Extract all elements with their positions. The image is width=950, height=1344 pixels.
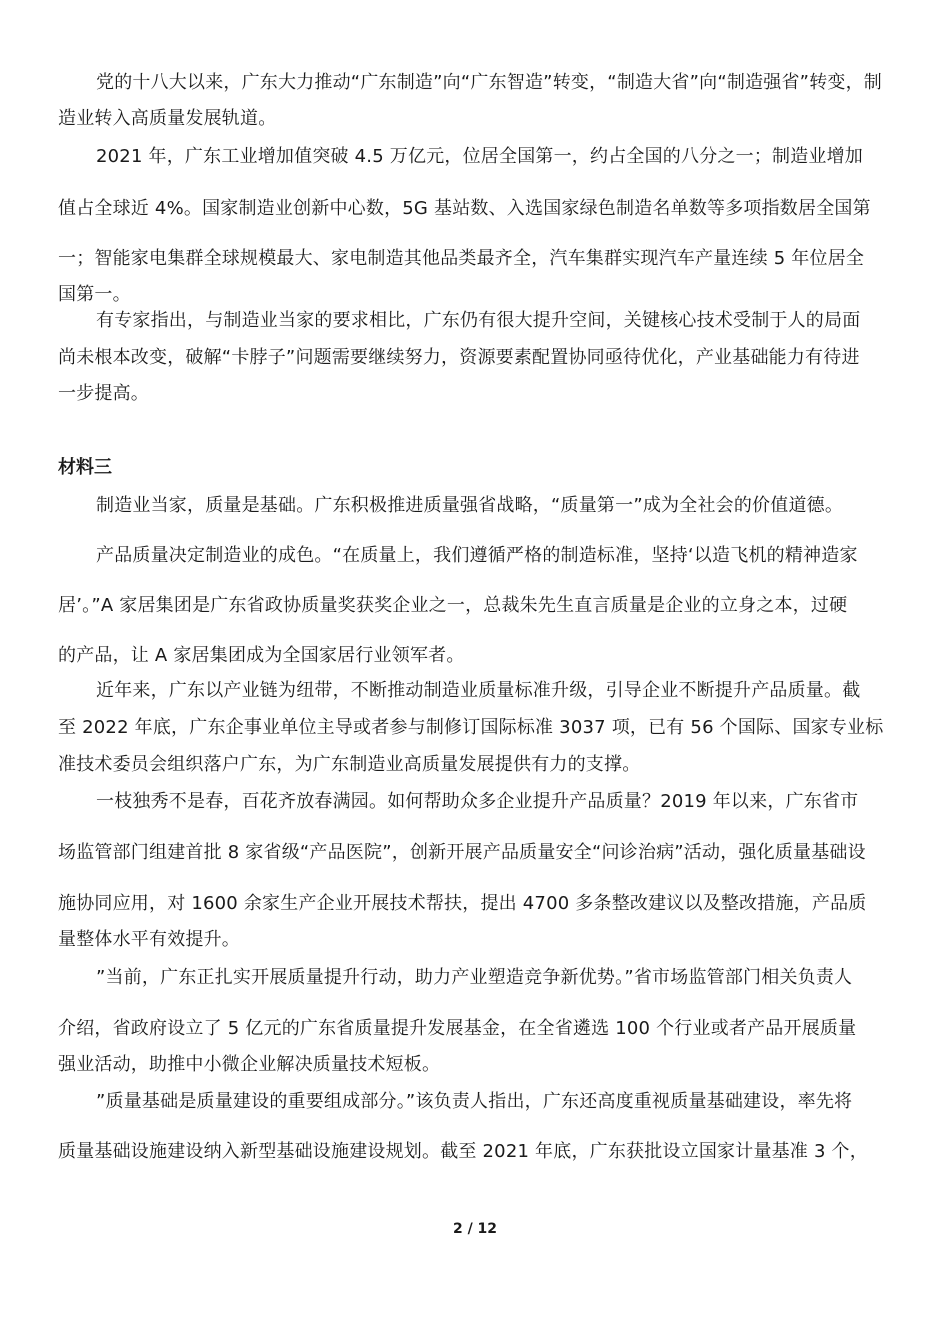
paragraph-line: 党的十八大以来，广东大力推动“广东制造”向“广东智造”转变，“制造大省”向“制造强省”转变，制 (96, 72, 882, 93)
paragraph-line: 一；智能家电集群全球规模最大、家电制造其他品类最齐全，汽车集群实现汽车产量连续 5 年位居全 (58, 248, 865, 269)
paragraph-line: ”质量基础是质量建设的重要组成部分。”该负责人指出，广东还高度重视质量基础建设，率先将 (96, 1091, 853, 1112)
paragraph-line: 居’。”A 家居集团是广东省政协质量奖获奖企业之一，总裁朱先生直言质量是企业的立身之本，过硬 (58, 595, 848, 616)
paragraph-line: 质量基础设施建设纳入新型基础设施建设规划。截至 2021 年底，广东获批设立国家计量基准 3 个， (58, 1141, 868, 1162)
paragraph-line: 造业转入高质量发展轨道。 (58, 108, 277, 129)
paragraph-line: 至 2022 年底，广东企事业单位主导或者参与制修订国际标准 3037 项，已有 56 个国际、国家专业标 (58, 717, 884, 738)
paragraph-line: 有专家指出，与制造业当家的要求相比，广东仍有很大提升空间，关键核心技术受制于人的局面 (96, 310, 861, 331)
paragraph-line: 一步提高。 (58, 383, 149, 404)
paragraph-line: ”当前，广东正扎实开展质量提升行动，助力产业塑造竞争新优势。”省市场监管部门相关负责人 (96, 967, 853, 988)
paragraph-line: 介绍，省政府设立了 5 亿元的广东省质量提升发展基金，在全省遴选 100 个行业或者产品开展质量 (58, 1018, 857, 1039)
paragraph-line: 2021 年，广东工业增加值突破 4.5 万亿元，位居全国第一，约占全国的八分之一；制造业增加 (96, 146, 863, 167)
paragraph-line: 场监管部门组建首批 8 家省级“产品医院”，创新开展产品质量安全“问诊治病”活动，强化质量基础设 (58, 842, 866, 863)
paragraph-line: 近年来，广东以产业链为纽带，不断推动制造业质量标准升级，引导企业不断提升产品质量。截 (96, 680, 861, 701)
paragraph-line: 尚未根本改变，破解“卡脖子”问题需要继续努力，资源要素配置协同亟待优化，产业基础能力有待进 (58, 347, 860, 368)
paragraph-line: 施协同应用，对 1600 余家生产企业开展技术帮扶，提出 4700 多条整改建议以及整改措施，产品质 (58, 893, 867, 914)
paragraph-line: 值占全球近 4%。国家制造业创新中心数，5G 基站数、入选国家绿色制造名单数等多项指数居全国第 (58, 198, 871, 219)
paragraph-line: 量整体水平有效提升。 (58, 929, 240, 950)
paragraph-line: 制造业当家，质量是基础。广东积极推进质量强省战略，“质量第一”成为全社会的价值道德。 (96, 495, 844, 516)
paragraph-line: 产品质量决定制造业的成色。“在质量上，我们遵循严格的制造标准，坚持‘以造飞机的精神造家 (96, 545, 858, 566)
page-number: 2 / 12 (452, 1221, 498, 1237)
paragraph-line: 国第一。 (58, 284, 131, 305)
section-heading: 材料三 (58, 457, 112, 478)
paragraph-line: 强业活动，助推中小微企业解决质量技术短板。 (58, 1054, 441, 1075)
paragraph-line: 准技术委员会组织落户广东，为广东制造业高质量发展提供有力的支撑。 (58, 754, 641, 775)
paragraph-line: 一枝独秀不是春，百花齐放春满园。如何帮助众多企业提升产品质量？2019 年以来，广东省市 (96, 791, 859, 812)
paragraph-line: 的产品，让 A 家居集团成为全国家居行业领军者。 (58, 645, 465, 666)
